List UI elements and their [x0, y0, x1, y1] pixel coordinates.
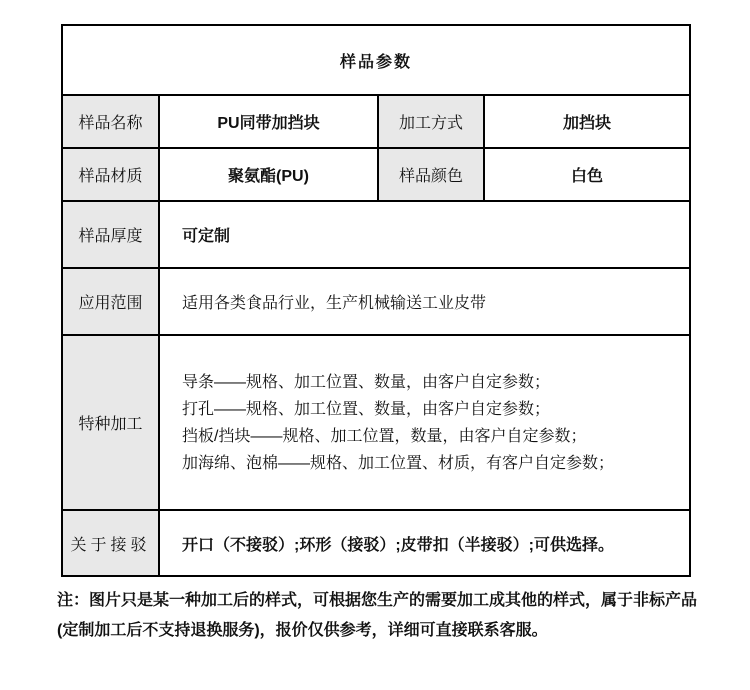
sample-material-label: 样品材质: [62, 148, 159, 201]
table-row: [62, 268, 690, 335]
processing-method-value: 加挡块: [484, 95, 690, 148]
sample-color-label: 样品颜色: [378, 148, 484, 201]
table-row: [62, 201, 690, 268]
sample-name-label: 样品名称: [62, 95, 159, 148]
table-row: [62, 335, 690, 510]
special-processing-line: 导条——规格、加工位置、数量，由客户自定参数；: [182, 373, 551, 391]
table-title-row: [62, 25, 690, 95]
table-row: [62, 95, 690, 148]
sample-color-value: 白色: [484, 148, 690, 201]
sample-parameters-table: [61, 24, 691, 577]
special-processing-line: 加海绵、泡棉——规格、加工位置、材质，有客户自定参数；: [182, 454, 615, 472]
joining-value: 开口（不接驳）;环形（接驳）;皮带扣（半接驳）;可供选择。: [159, 510, 690, 576]
processing-method-label: 加工方式: [378, 95, 484, 148]
table-title: 样品参数: [62, 25, 690, 95]
special-processing-line: 挡板/挡块——规格、加工位置，数量，由客户自定参数；: [182, 427, 587, 445]
special-processing-value: [159, 335, 690, 510]
special-processing-label: 特种加工: [62, 335, 159, 510]
table-row: [62, 510, 690, 576]
joining-label: 关于接驳: [62, 510, 159, 576]
sample-thickness-label: 样品厚度: [62, 201, 159, 268]
sample-thickness-value: 可定制: [159, 201, 690, 268]
footer-note: 注：图片只是某一种加工后的样式，可根据您生产的需要加工成其他的样式，属于非标产品(定制加工后不支持退换服务)，报价仅供参考，详细可直接联系客服。: [57, 592, 698, 639]
sample-name-value: PU同带加挡块: [159, 95, 378, 148]
sample-material-value: 聚氨酯(PU): [159, 148, 378, 201]
table-row: [62, 148, 690, 201]
application-range-label: 应用范围: [62, 268, 159, 335]
special-processing-line: 打孔——规格、加工位置、数量，由客户自定参数；: [182, 400, 551, 418]
application-range-value: 适用各类食品行业，生产机械输送工业皮带: [159, 268, 690, 335]
